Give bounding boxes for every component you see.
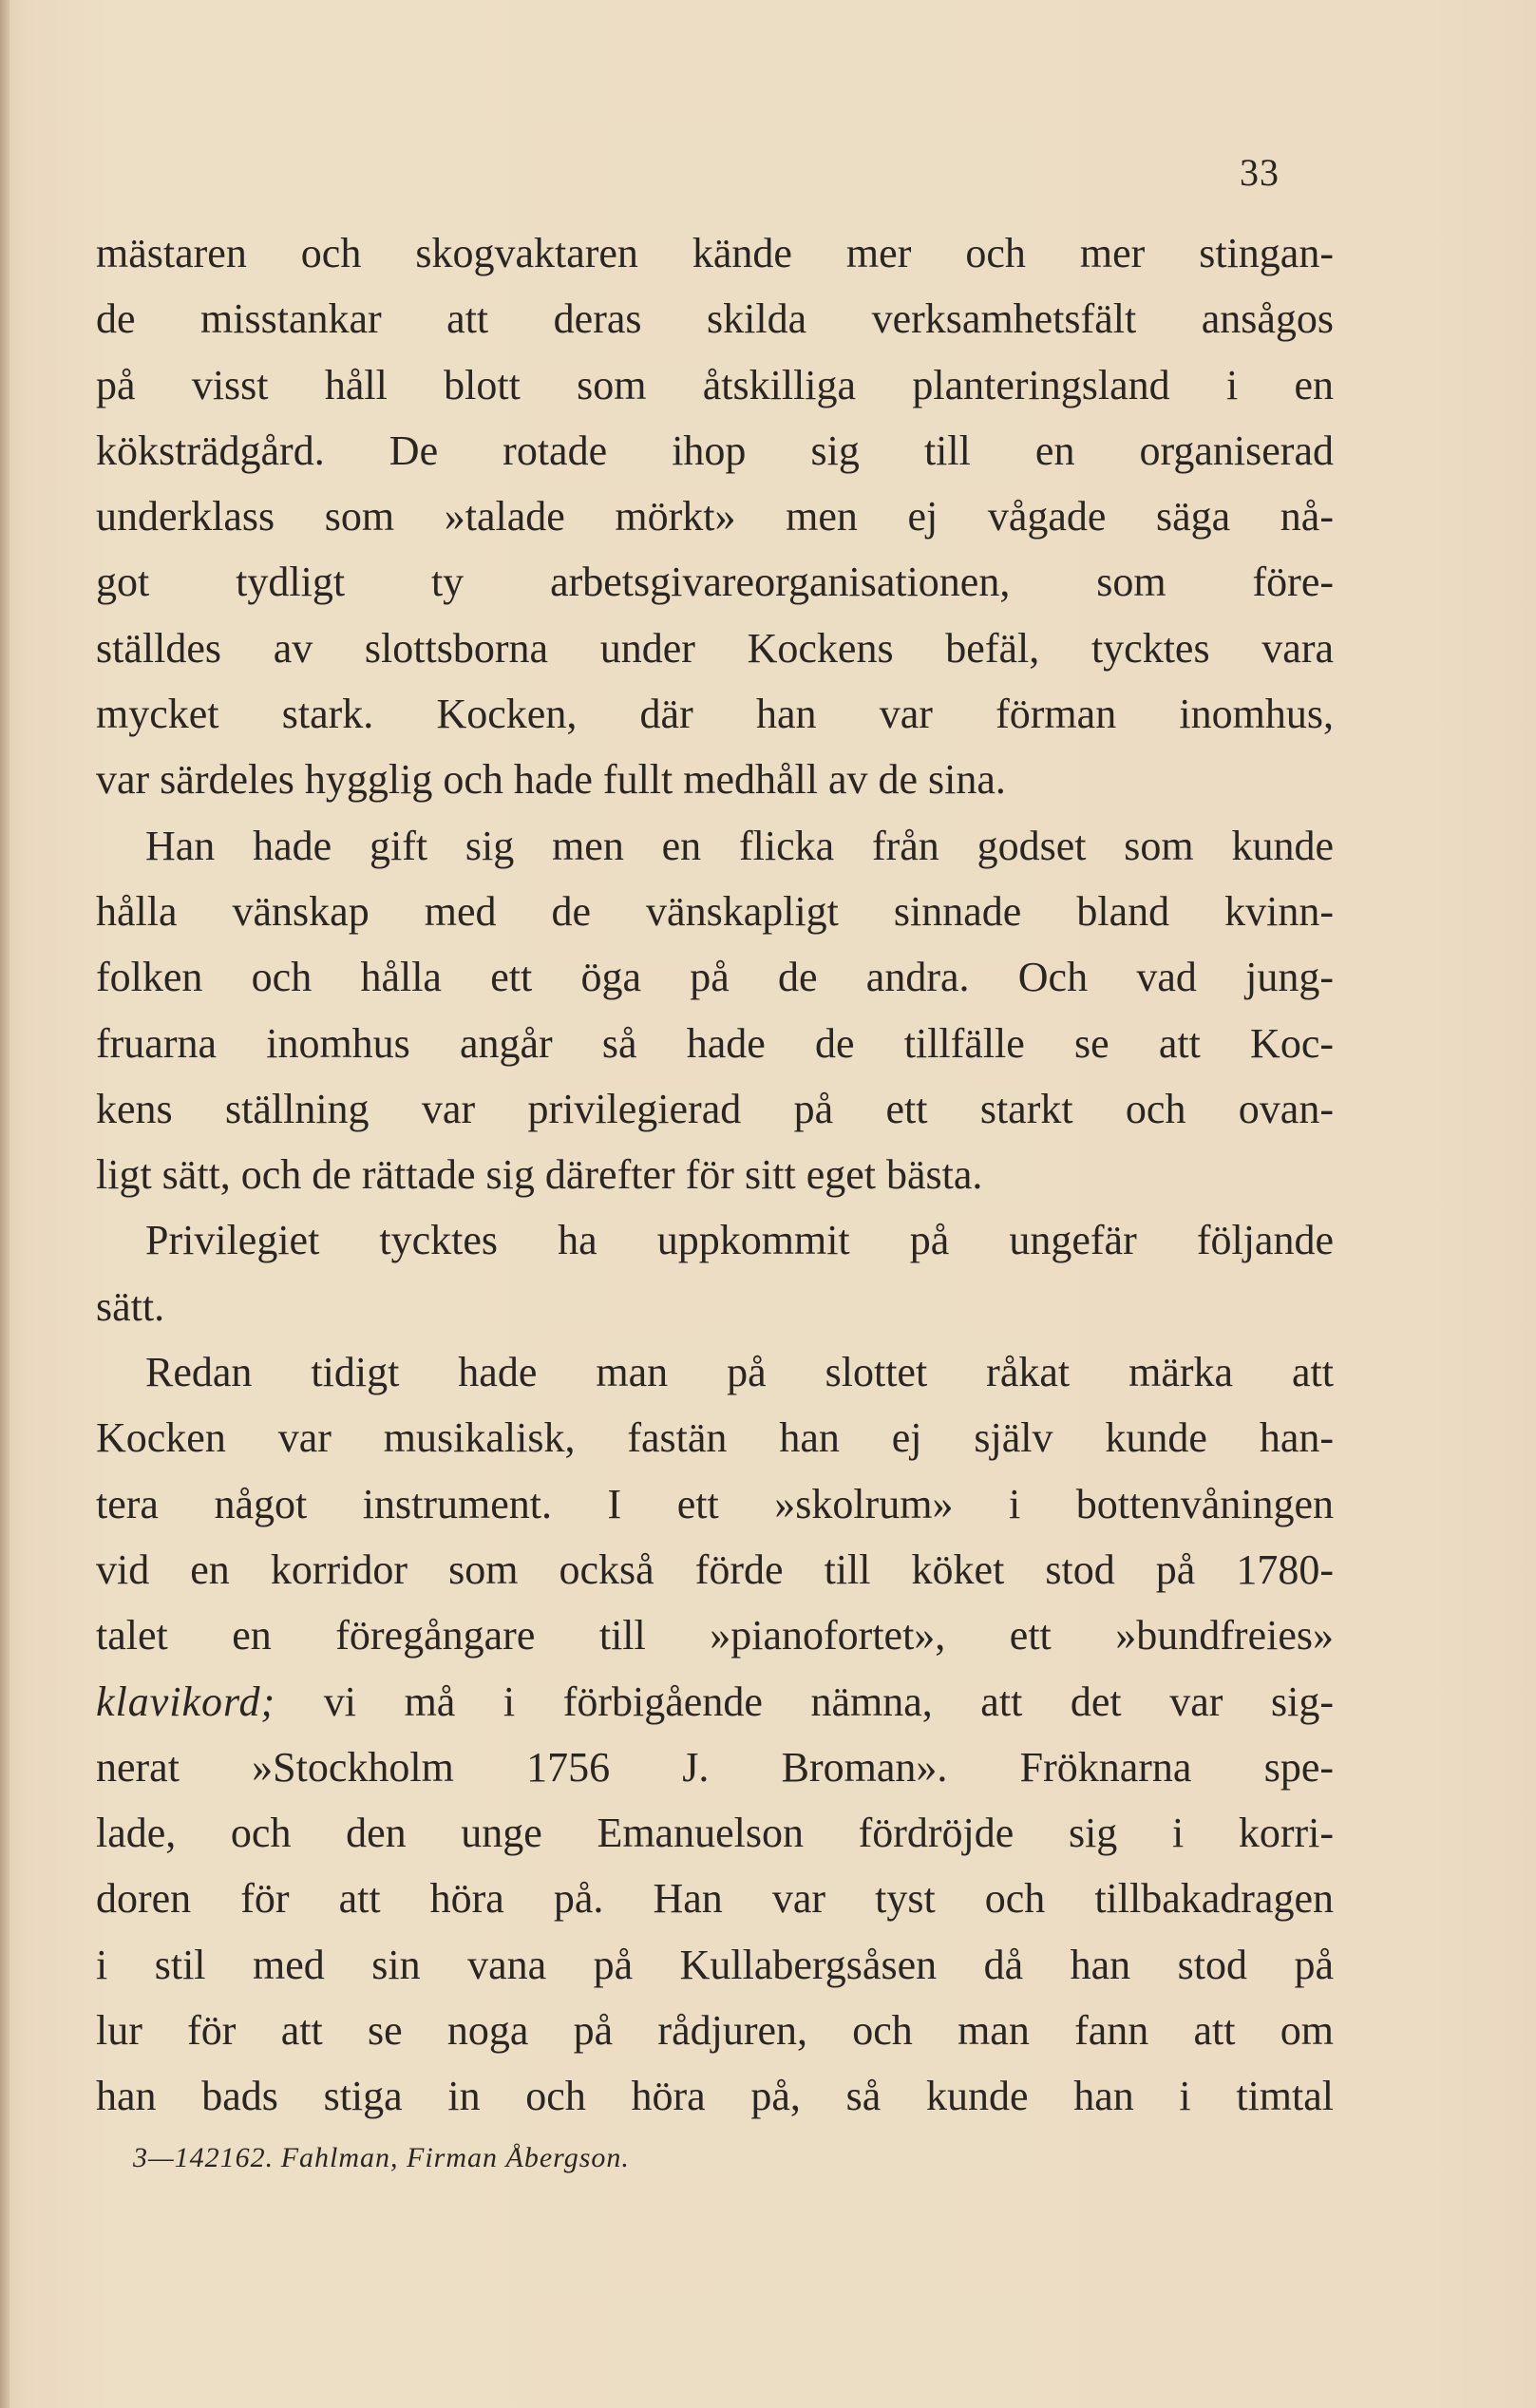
text-line: Privilegiet tycktes ha uppkommit på ungefär följande: [145, 1217, 1334, 1264]
text-line: på visst håll blott som åtskilliga planteringsland i en: [96, 361, 1334, 408]
text-line: tera något instrument. I ett »skolrum» i bottenvåningen: [96, 1480, 1334, 1527]
text-line: folken och hålla ett öga på de andra. Och vad jung-: [96, 954, 1334, 1001]
text-line: Han hade gift sig men en flicka från godset som kunde: [145, 822, 1334, 869]
printer-signature: [133, 2142, 630, 2174]
text-line: lade, och den unge Emanuelson fördröjde sig i korri-: [96, 1810, 1334, 1857]
text-line: mycket stark. Kocken, där han var förman inomhus,: [96, 691, 1334, 738]
text-line: sätt.: [96, 1282, 165, 1330]
text-line: fruarna inomhus angår så hade de tillfälle se att Koc-: [96, 1019, 1334, 1067]
signature-author: Fahlman, Firman Åbergson.: [280, 2142, 630, 2173]
text-line: i stil med sin vana på Kullabergsåsen då han stod på: [96, 1941, 1334, 1988]
signature-number: 3—142162.: [133, 2142, 275, 2173]
page-number: 33: [1240, 151, 1280, 194]
text-line: lur för att se noga på rådjuren, och man fann att om: [96, 2007, 1334, 2055]
text-segment: vi må i förbigående nämna, att det var sig-: [275, 1678, 1334, 1725]
text-line: Kocken var musikalisk, fastän han ej själv kunde han-: [96, 1414, 1334, 1462]
text-line: köksträdgård. De rotade ihop sig till en organiserad: [96, 427, 1334, 474]
text-line: nerat »Stockholm 1756 J. Broman». Fröknarna spe-: [96, 1743, 1334, 1791]
text-line: hålla vänskap med de vänskapligt sinnade bland kvinn-: [96, 887, 1334, 935]
text-line: var särdeles hygglig och hade fullt medhåll av de sina.: [96, 756, 1006, 804]
text-line: kens ställning var privilegierad på ett starkt och ovan-: [96, 1085, 1334, 1132]
text-line: de misstankar att deras skilda verksamhetsfält ansågos: [96, 295, 1334, 343]
text-line: doren för att höra på. Han var tyst och tillbakadragen: [96, 1875, 1334, 1923]
italic-word: klavikord;: [96, 1678, 276, 1725]
body-text: [96, 220, 1334, 2130]
text-line: mästaren och skogvaktaren kände mer och mer stingan-: [96, 230, 1334, 276]
text-line: underklass som »talade mörkt» men ej vågade säga nå-: [96, 493, 1334, 540]
text-line: han bads stiga in och höra på, så kunde han i timtal: [96, 2073, 1334, 2120]
binding-edge: [0, 0, 9, 2408]
text-line: [96, 1669, 1334, 1735]
text-line: talet en föregångare till »pianofortet», ett »bundfreies»: [96, 1612, 1334, 1659]
text-line: ställdes av slottsborna under Kockens befäl, tycktes vara: [96, 624, 1334, 672]
text-line: vid en korridor som också förde till köket stod på 1780-: [96, 1545, 1334, 1593]
text-line: ligt sätt, och de rättade sig därefter för sitt eget bästa.: [96, 1151, 983, 1199]
text-line: got tydligt ty arbetsgivareorganisationen, som före-: [96, 559, 1334, 606]
text-line: Redan tidigt hade man på slottet råkat märka att: [145, 1349, 1334, 1396]
